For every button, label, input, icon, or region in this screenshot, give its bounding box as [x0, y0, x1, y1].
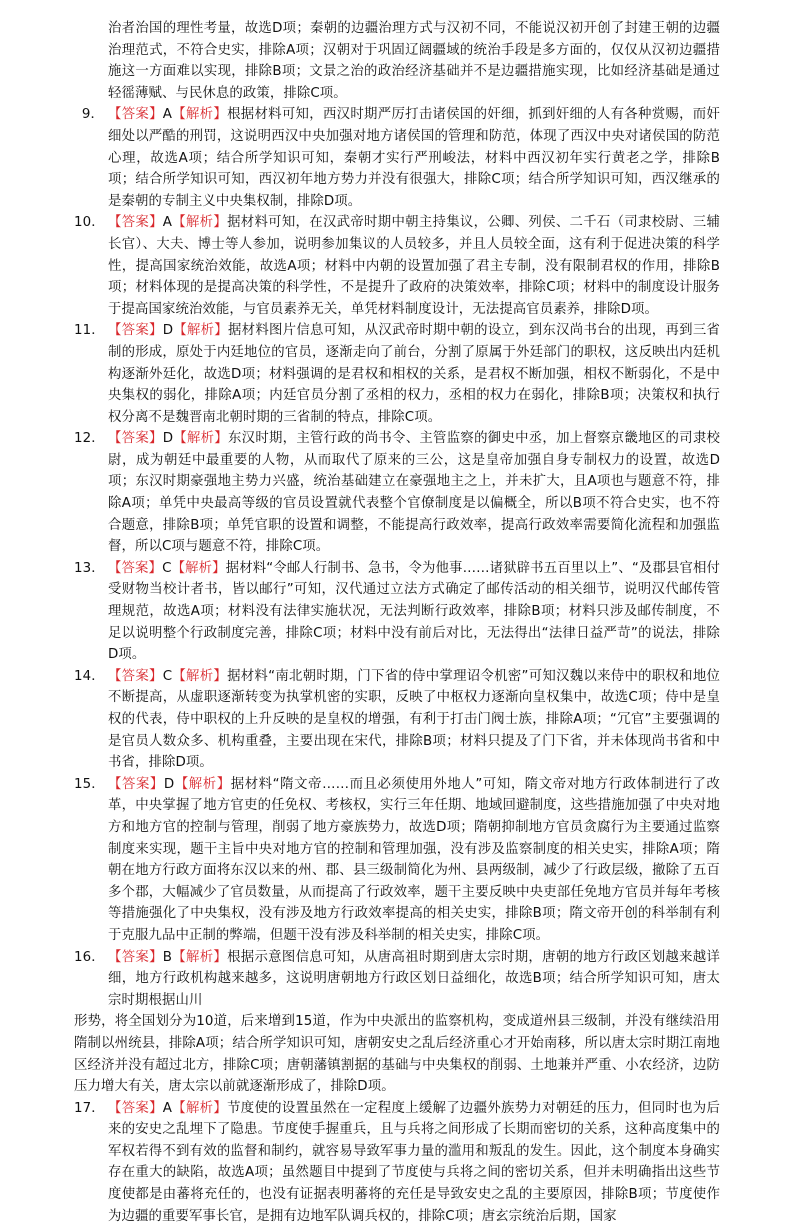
answer-tag: 【答案】: [108, 1100, 163, 1116]
item-number: 13．: [74, 560, 105, 576]
analysis-tag: 【解析】: [172, 668, 228, 684]
analysis-tag: 【解析】: [171, 560, 226, 576]
answer-item-9: [74, 104, 720, 212]
analysis-tag: 【解析】: [172, 107, 228, 123]
analysis-tag: 【解析】: [174, 776, 231, 792]
answer-tag: 【答案】: [108, 323, 163, 339]
analysis-tag: 【解析】: [172, 1100, 228, 1116]
answer-tag: 【答案】: [108, 776, 164, 792]
analysis-tag: 【解析】: [172, 949, 228, 965]
analysis-tag: 【解析】: [172, 215, 228, 231]
answer-letter: C: [162, 560, 172, 576]
answer-letter: A: [162, 107, 173, 123]
flush-paragraph: 形势，将全国划分为10道，后来增到15道，作为中央派出的监察机构，变成道州县三级制，并没有继续沿用隋制以州统县，排除A项；结合所学知识可知，唐朝安史之乱后经济重心才开始南移，所以唐太宗时期江南地区经济并没有超过北方，排除C项；唐朝藩镇割据的基础与中央集权的削弱、土地兼并严重、小农经济，边防压力增大有关，唐太宗以前就逐渐形成了，排除D项。: [74, 1014, 720, 1095]
answer-letter: A: [162, 1100, 173, 1116]
answer-letter: D: [163, 776, 175, 792]
analysis-text: 东汉时期，主管行政的尚书令、主管监察的御史中丞，加上督察京畿地区的司隶校尉，成为朝廷中最重要的人物，从而取代了原来的三公，这是皇帝加强自身专制权力的设置，故选D项；东汉时期豪强地主势力兴盛，统治基础建立在豪强地主之上，并未扩大，且A项也与题意不符，排除A项；单凭中央最高等级的官员设置就代表整个官僚制度是以偏概全，所以B项不符合史实，也不符合题意，排除B项；单凭官职的设置和调整，不能提高行政效率，提高行政效率需要简化流程和加强监督，所以C项与题意不符，排除C项。: [108, 431, 720, 555]
answer-letter: B: [162, 949, 173, 965]
answer-item-10: [74, 212, 720, 320]
answer-tag: 【答案】: [108, 560, 163, 576]
answer-tag: 【答案】: [108, 431, 163, 447]
item-number: 15．: [74, 776, 105, 792]
analysis-text: 根据示意图信息可知，从唐高祖时期到唐太宗时期，唐朝的地方行政区划越来越详细，地方行政机构越来越多，这说明唐朝地方行政区划日益细化，故选B项；结合所学知识可知，唐太宗时期根据山川: [108, 949, 720, 1008]
item-number: 9．: [81, 107, 104, 123]
analysis-text: 据材料可知，在汉武帝时期中朝主持集议，公卿、列侯、二千石（司隶校尉、三辅长官）、大夫、博士等人参加，说明参加集议的人员较多，并且人员较全面，这有利于促进决策的科学性，提高国家统治效能，故选A项；材料中内朝的设置加强了君主专制，没有限制君权的作用，排除B项；材料体现的是提高决策的科学性，不是提升了政府的决策效率，排除C项；材料中的制度设计服务于提高国家统治效能，与官员素养无关，单凭材料制度设计，无法提高官员素养，排除D项。: [108, 215, 720, 317]
answer-item-13: [74, 558, 720, 666]
answer-letter: C: [162, 668, 173, 684]
item-number: 11．: [74, 323, 105, 339]
answer-item-15: [74, 774, 720, 947]
analysis-tag: 【解析】: [173, 323, 228, 339]
item-number: 14．: [74, 668, 105, 684]
analysis-text: 节度使的设置虽然在一定程度上缓解了边疆外族势力对朝廷的压力，但同时也为后来的安史之乱埋下了隐患。节度使手握重兵，且与兵将之间形成了长期而密切的关系，这种高度集中的军权若得不到有效的监督和制约，就容易导致军事力量的滥用和叛乱的发生。因此，这个制度本身确实存在重大的缺陷，故选A项；虽然题目中提到了节度使与兵将之间的密切关系，但并未明确指出这些节度使都是由蕃将充任的，也没有证据表明蕃将的充任是导致安史之乱的主要原因，排除B项；节度使作为边疆的重要军事长官，是拥有边地军队调兵权的，排除C项；唐玄宗统治后期，国家: [108, 1100, 720, 1224]
answer-letter: D: [162, 323, 174, 339]
answer-tag: 【答案】: [108, 949, 163, 965]
answer-tag: 【答案】: [108, 668, 163, 684]
analysis-tag: 【解析】: [173, 431, 228, 447]
answer-item-14: [74, 666, 720, 774]
item-number: 17．: [74, 1100, 105, 1116]
item-number: 16．: [74, 949, 105, 965]
item-number: 10．: [74, 215, 105, 231]
answer-tag: 【答案】: [108, 215, 163, 231]
analysis-text: 据材料“令邮人行制书、急书，令为他事……诸狱辟书五百里以上”、“及郡县官相付受财物当校计者书，皆以邮行”可知，汉代通过立法方式确定了邮传活动的相关细节，说明汉代邮传管理规范，故选A项；材料没有法律实施状况，无法判断行政效率，排除B项；材料只涉及邮传制度，不足以说明整个行政制度完善，排除C项；材料中没有前后对比，无法得出“法律日益严苛”的说法，排除D项。: [108, 560, 721, 663]
intro-paragraph: 治者治国的理性考量，故选D项；秦朝的边疆治理方式与汉初不同，不能说汉初开创了封建王朝的边疆治理范式，不符合史实，排除A项；汉朝对于巩固辽阔疆域的统治手段是多方面的，仅仅从汉初边疆措施这一方面难以实现，排除B项；文景之治的政治经济基础并不是边疆措施实现，比如经济基础是通过轻徭薄赋、与民休息的政策，排除C项。: [108, 21, 720, 101]
item-number: 12．: [74, 431, 105, 447]
answer-letter: D: [162, 431, 174, 447]
analysis-text: 根据材料可知，西汉时期严厉打击诸侯国的奸细，抓到奸细的人有各种赏赐，而奸细处以严酷的刑罚，这说明西汉中央加强对地方诸侯国的管理和防范，体现了西汉中央对诸侯国的防范心理，故选A项；结合所学知识可知，秦朝才实行严刑峻法，材料中西汉初年实行黄老之学，排除B项；结合所学知识可知，西汉初年地方势力并没有很强大，排除C项；结合所学知识可知，西汉继承的是秦朝的专制主义中央集权制，排除D项。: [108, 107, 720, 209]
answer-item-17: [74, 1098, 720, 1227]
answer-item-12: [74, 428, 720, 558]
answer-tag: 【答案】: [108, 107, 163, 123]
analysis-text: 据材料“隋文帝……而且必须使用外地人”可知，隋文帝对地方行政体制进行了改革，中央掌握了地方官吏的任免权、考核权，实行三年任期、地域回避制度，这些措施加强了中央对地方和地方官的控制与管理，削弱了地方豪族势力，故选D项；隋朝抑制地方官员贪腐行为主要通过监察制度来实现，题干主旨中央对地方官的控制和管理加强，没有涉及监察制度的相关史实，排除A项；隋朝在地方行政方面将东汉以来的州、郡、县三级制简化为州、县两级制，减少了行政层级，撤除了五百多个郡，大幅减少了官员数量，从而提高了行政效率，题干主要反映中央吏部任免地方官员并每年考核等措施强化了中央集权，没有涉及地方行政效率提高的相关史实，排除B项；隋文帝开创的科举制有利于克服九品中正制的弊端，但题干没有涉及科举制的相关史实，排除C项。: [108, 776, 720, 943]
analysis-text: 据材料图片信息可知，从汉武帝时期中朝的设立，到东汉尚书台的出现，再到三省制的形成，原处于内廷地位的官员，逐渐走向了前台，分割了原属于外廷部门的职权，这反映出内廷机构逐渐外廷化，故选D项；材料强调的是君权和相权的关系，是君权不断加强，相权不断弱化，不是中央集权的弱化，排除A项；内廷官员分割了丞相的权力，丞相的权力在弱化，排除B项；决策权和执行权分离不是魏晋南北朝时期的三省制的特点，排除C项。: [108, 323, 720, 425]
answer-item-16: [74, 947, 720, 1012]
analysis-text: 据材料“南北朝时期，门下省的侍中掌理诏令机密”可知汉魏以来侍中的职权和地位不断提高，从虚职逐渐转变为执掌机密的实职，反映了中枢权力逐渐向皇权集中，故选C项；侍中是皇权的代表，侍中职权的上升反映的是皇权的增强，有利于打击门阀士族，排除A项；“冗官”主要强调的是官员人数众多、机构重叠，主要出现在宋代，排除B项；材料只提及了门下省，并未体现尚书省和中书省，排除D项。: [108, 668, 721, 771]
answer-item-11: [74, 320, 720, 428]
answer-letter: A: [162, 215, 173, 231]
